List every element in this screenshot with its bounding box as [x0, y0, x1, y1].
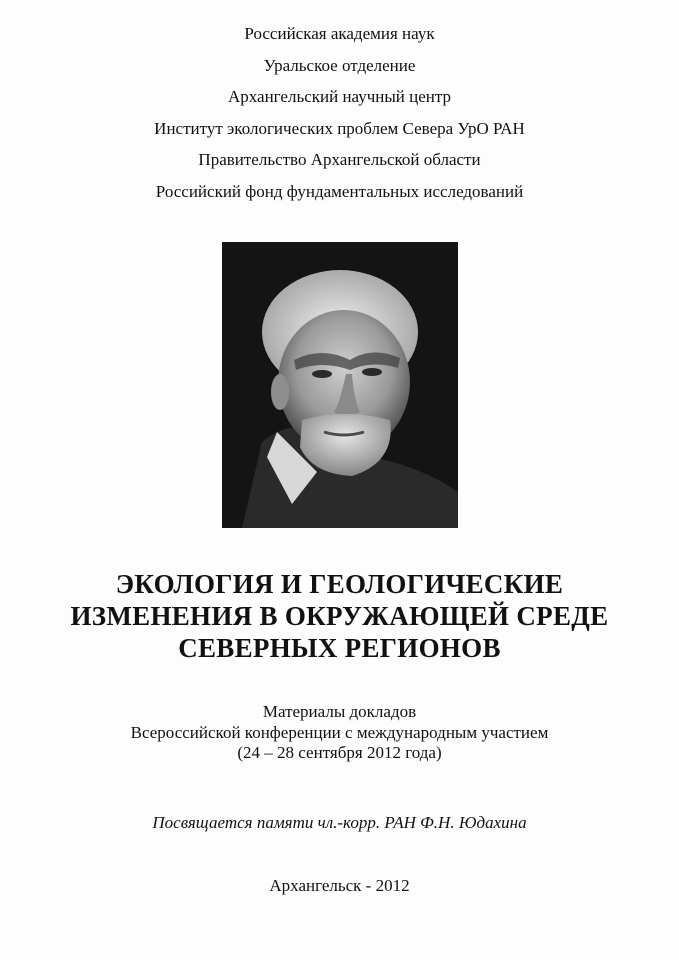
materials-block: [0, 702, 679, 764]
organization-line: Архангельский научный центр: [227, 87, 452, 106]
materials-line: Материалы докладов: [262, 702, 417, 721]
organization-line: Правительство Архангельской области: [198, 150, 481, 169]
organization-line: Уральское отделение: [263, 55, 416, 75]
portrait-illustration: [222, 242, 458, 528]
title-line: ИЗМЕНЕНИЯ В ОКРУЖАЮЩЕЙ СРЕДЕ: [70, 601, 609, 631]
place-year: Архангельск - 2012: [269, 876, 410, 895]
title-line: СЕВЕРНЫХ РЕГИОНОВ: [178, 633, 501, 663]
materials-line: (24 – 28 сентября 2012 года): [237, 743, 442, 762]
materials-line: Всероссийской конференции с международным участием: [130, 722, 549, 742]
portrait-photo: [222, 242, 458, 528]
organizations-block: [0, 18, 679, 207]
dedication-text: Посвящается памяти чл.-корр. РАН Ф.Н. Юдахина: [152, 813, 527, 832]
organization-line: Российская академия наук: [244, 24, 435, 43]
book-title: [0, 568, 679, 664]
organization-line: Институт экологических проблем Севера УрО РАН: [154, 118, 525, 138]
title-line: ЭКОЛОГИЯ И ГЕОЛОГИЧЕСКИЕ: [115, 569, 564, 599]
organization-line: Российский фонд фундаментальных исследований: [155, 181, 524, 201]
